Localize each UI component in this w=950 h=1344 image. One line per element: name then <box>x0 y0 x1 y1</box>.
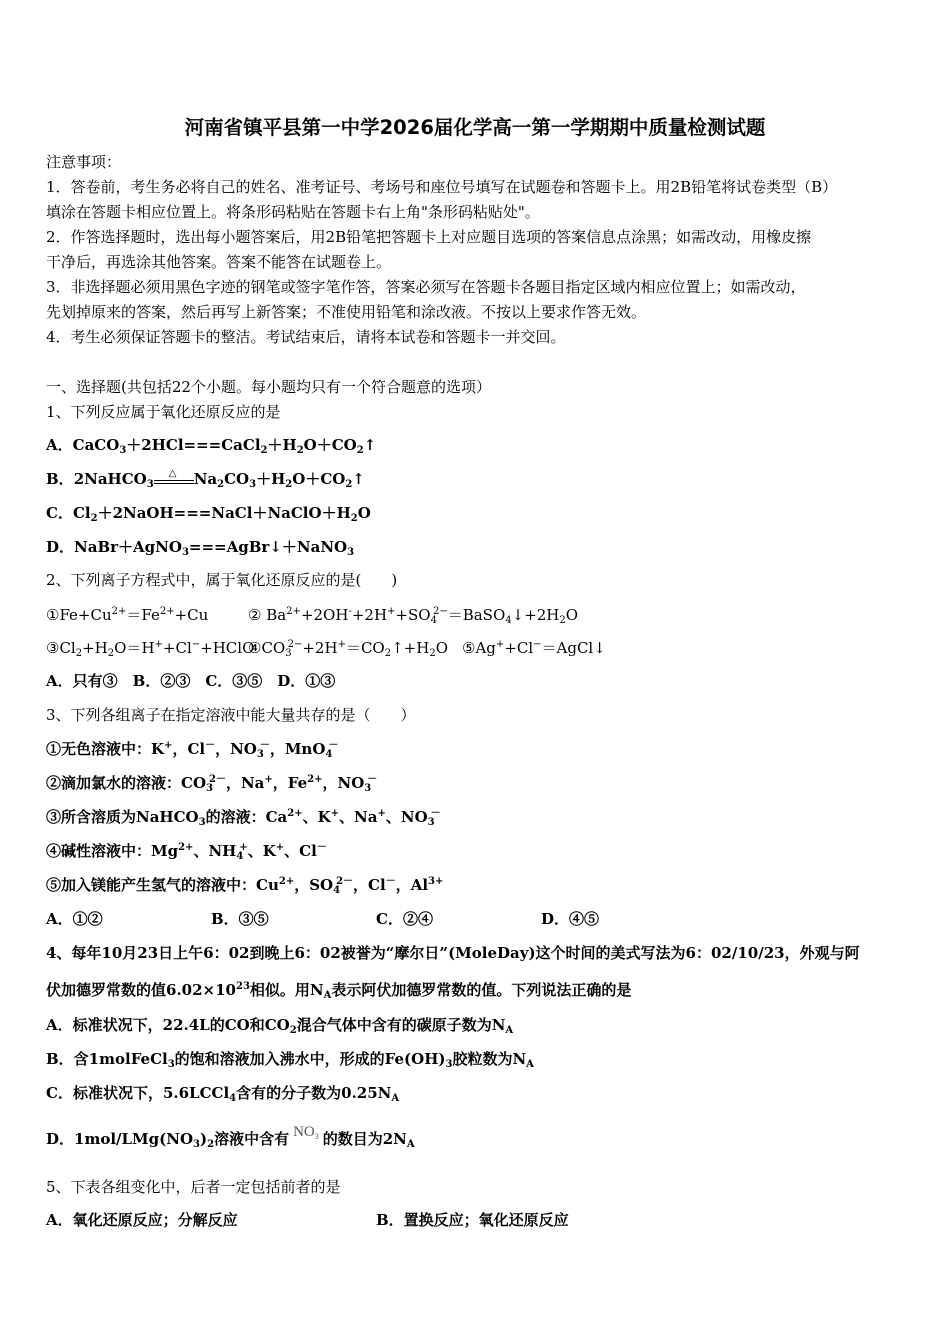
notice-line: 3．非选择题必须用黑色字迹的钢笔或签字笔作答，答案必须写在答题卡各题目指定区域内相应位置上；如需改动， <box>46 278 806 296</box>
question-stem: 1、下列反应属于氧化还原反应的是 <box>46 403 281 421</box>
option-d: D．$1mol/LMg(NO_3)_2$溶液中含有 $NO_3$ 的数目为$2N_A$ <box>46 1124 415 1150</box>
question-stem: 5、下表各组变化中，后者一定包括前者的是 <box>46 1178 341 1196</box>
ion-group-3: ③所含溶质为NaHCO$_3$的溶液：$Ca^{2+}$、K+、Na+、$NO_3^-$ <box>46 808 441 828</box>
option-b: B．含1molFeCl$_3$的饱和溶液加入沸水中，形成的$Fe(OH)_3$胶粒数为$N_A$ <box>46 1050 534 1070</box>
notice-line: 1．答卷前，考生务必将自己的姓名、准考证号、考场号和座位号填写在试题卷和答题卡上。用2B铅笔将试卷类型（B） <box>46 178 838 196</box>
notice-line: 干净后，再选涂其他答案。答案不能答在试题卷上。 <box>46 253 392 271</box>
option-a: A．①② <box>46 910 103 928</box>
option-c: C．$Cl_2+2NaOH===NaCl+NaClO+H_2O$ <box>46 504 371 524</box>
question-stem: 2、下列离子方程式中，属于氧化还原反应的是( ) <box>46 571 398 589</box>
notice-line: 2．作答选择题时，选出每小题答案后，用2B铅笔把答题卡上对应题目选项的答案信息点涂黑；如需改动，用橡皮擦 <box>46 228 812 246</box>
option-b: B．置换反应；氧化还原反应 <box>376 1211 569 1229</box>
notice-line: 4．考生必须保证答题卡的整洁。考试结束后，请将本试卷和答题卡一并交回。 <box>46 328 566 346</box>
equation-5: ⑤Ag++Cl−＝AgCl↓ <box>462 639 606 657</box>
ion-group-4: ④碱性溶液中：$Mg^{2+}$、$NH_4^+$、K+、Cl－ <box>46 842 327 862</box>
question-stem: 4、每年10月23日上午6：02到晚上6：02被誉为“摩尔日”(MoleDay)这个时间的美式写法为6：02/10/23，外观与阿 <box>46 944 860 962</box>
nitrate-formula: $NO_3$ <box>293 1124 319 1141</box>
option-a: A．氧化还原反应；分解反应 <box>46 1211 238 1229</box>
equation-2: ② $Ba^{2+}+2OH^-+2H^++SO_4^{2-}=BaSO_4↓+2H_2O$ <box>248 606 579 626</box>
heat-arrow: △ <box>154 473 194 487</box>
equation-4: $④CO_3^{2-}+2H^+=CO_2↑+H_2O$ <box>248 639 449 659</box>
notice-line: 填涂在答题卡相应位置上。将条形码粘贴在答题卡右上角"条形码粘贴处"。 <box>46 203 540 221</box>
option-c: C．②④ <box>376 910 433 928</box>
page-title: 河南省镇平县第一中学2026届化学高一第一学期期中质量检测试题 <box>184 116 766 139</box>
section-heading: 一、选择题(共包括22个小题。每小题均只有一个符合题意的选项） <box>46 378 491 396</box>
ion-group-5: ⑤加入镁能产生氢气的溶液中：$Cu^{2+}$，$SO_4^{2-}$，Cl－，$Al^{3+}$ <box>46 876 444 896</box>
question-options: A．只有③ B．②③ C．③⑤ D．①③ <box>46 672 336 690</box>
notice-heading: 注意事项： <box>46 153 122 171</box>
question-stem: 3、下列各组离子在指定溶液中能大量共存的是（ ） <box>46 706 416 724</box>
equation-1: $①Fe+Cu^{2+}=Fe^{2+}+Cu$ <box>46 606 209 624</box>
option-a: A．$CaCO_3+2HCl===CaCl_2+H_2O+CO_2↑$ <box>46 436 377 456</box>
equation-3: $③Cl_2+H_2O=H^++Cl^-+HClO$ <box>46 639 255 659</box>
ion-group-1: ①无色溶液中：K+，Cl－，$NO_3^-$，MnO$_4$－ <box>46 740 339 760</box>
option-a: A．标准状况下，22.4L的CO和$CO_2$混合气体中含有的碳原子数为$N_A$ <box>46 1016 514 1036</box>
question-stem-cont: 伏加德罗常数的值$6.02\times 10^{23}$相似。用$N_A$表示阿伏加德罗常数的值。下列说法正确的是 <box>46 981 632 1001</box>
ion-group-2: ②滴加氯水的溶液：$CO_3^{2-}$，Na+，$Fe^{2+}$，$NO_3^-$ <box>46 774 378 794</box>
option-b: B．③⑤ <box>211 910 269 928</box>
option-d: D．NaBr＋AgNO$_3$===AgBr↓＋NaNO$_3$ <box>46 538 355 558</box>
option-d: D．④⑤ <box>541 910 600 928</box>
option-c: C．标准状况下，5.6LCCl$_4$含有的分子数为$0.25N_A$ <box>46 1084 400 1104</box>
option-b: B．2NaHCO$_3$ △ $Na_2CO_3+H_2O+CO_2↑$ <box>46 468 365 490</box>
notice-line: 先划掉原来的答案，然后再写上新答案；不准使用铅笔和涂改液。不按以上要求作答无效。 <box>46 303 647 321</box>
